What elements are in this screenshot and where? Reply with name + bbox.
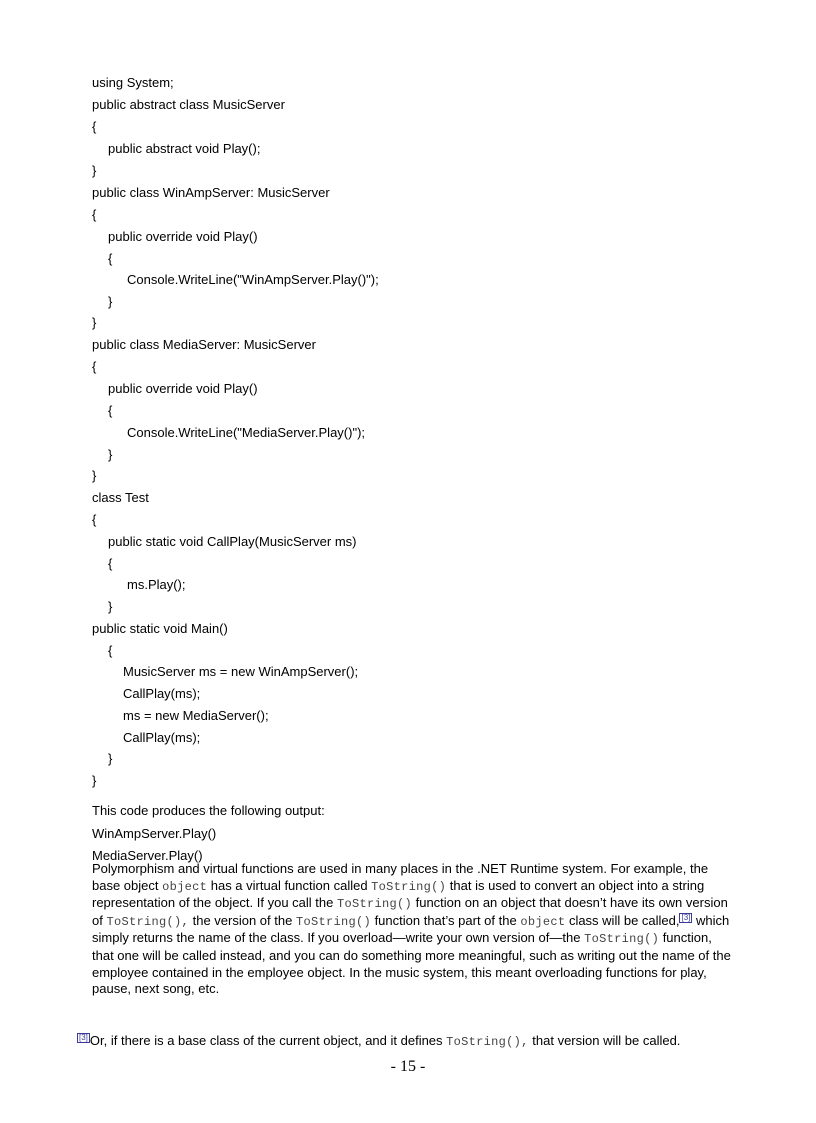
code-line: Console.WriteLine("MediaServer.Play()");	[127, 425, 366, 440]
inline-code: ToString()	[336, 897, 412, 912]
code-line: }	[92, 315, 97, 330]
code-line: {	[92, 512, 97, 527]
code-line: ms = new MediaServer();	[123, 708, 269, 723]
inline-code: ToString(),	[106, 914, 189, 929]
code-line: public override void Play()	[108, 381, 258, 396]
code-line: MusicServer ms = new WinAmpServer();	[123, 664, 359, 679]
code-line: }	[92, 163, 97, 178]
inline-code: ToString(),	[446, 1035, 529, 1049]
code-line: }	[108, 751, 113, 766]
code-line: {	[92, 119, 97, 134]
inline-code: ToString()	[295, 914, 371, 929]
inline-code: ToString()	[371, 879, 447, 894]
inline-code: object	[520, 914, 566, 929]
code-line: {	[108, 403, 113, 418]
text: which simply returns the name of the class. If you overload—write your own version of—the	[92, 912, 730, 946]
text: has a virtual function called	[207, 877, 372, 893]
text: that is used to convert an object into a string representation of the object. If you call the	[92, 877, 705, 911]
polymorphism-paragraph	[92, 861, 732, 998]
code-line: class Test	[92, 490, 149, 505]
text: class will be called,	[565, 912, 680, 928]
code-line: public override void Play()	[108, 229, 258, 244]
code-line: }	[108, 294, 113, 309]
code-line: CallPlay(ms);	[123, 686, 201, 701]
output-line: MediaServer.Play()	[92, 848, 203, 863]
page-number: - 15 -	[390, 1058, 426, 1075]
code-line: ms.Play();	[127, 577, 186, 592]
text: function, that one will be called instead, and you can do something more meaningful, such as writing out the name of the employee contained in the employee object. In the music system, this meant overloading functions for play, pause, next song, etc.	[92, 930, 731, 997]
code-line: {	[92, 359, 97, 374]
code-line: public static void CallPlay(MusicServer ms)	[108, 534, 357, 549]
inline-code: object	[162, 879, 208, 894]
code-line: {	[108, 251, 113, 266]
code-line: Console.WriteLine("WinAmpServer.Play()");	[127, 272, 379, 287]
code-line: }	[108, 599, 113, 614]
code-line: using System;	[92, 75, 174, 90]
code-line: CallPlay(ms);	[123, 730, 201, 745]
footnote-text: Or, if there is a base class of the current object, and it defines	[89, 1033, 447, 1048]
code-line: public class WinAmpServer: MusicServer	[92, 185, 330, 200]
code-line: }	[92, 468, 97, 483]
text: the version of the	[188, 912, 296, 928]
code-line: public abstract class MusicServer	[92, 97, 285, 112]
footnote-reference-link[interactable]: [3]	[681, 912, 691, 922]
text: Polymorphism and virtual functions are used in many places in the .NET Runtime system. For example, the base object	[92, 861, 709, 893]
code-line: public abstract void Play();	[108, 141, 261, 156]
code-line: public class MediaServer: MusicServer	[92, 337, 316, 352]
output-intro: This code produces the following output:	[92, 803, 325, 818]
text: function that’s part of the	[370, 912, 521, 928]
code-line: {	[108, 643, 113, 658]
text: function on an object that doesn’t have its own version of	[92, 895, 728, 928]
footnote	[77, 1033, 680, 1050]
inline-code: ToString()	[584, 932, 660, 947]
code-line: }	[108, 447, 113, 462]
footnote-marker-link[interactable]: [3]	[79, 1033, 88, 1042]
code-line: {	[108, 556, 113, 571]
code-line: }	[92, 773, 97, 788]
footnote-text: that version will be called.	[528, 1033, 681, 1048]
output-line: WinAmpServer.Play()	[92, 826, 217, 841]
code-line: {	[92, 207, 97, 222]
code-line: public static void Main()	[92, 621, 228, 636]
